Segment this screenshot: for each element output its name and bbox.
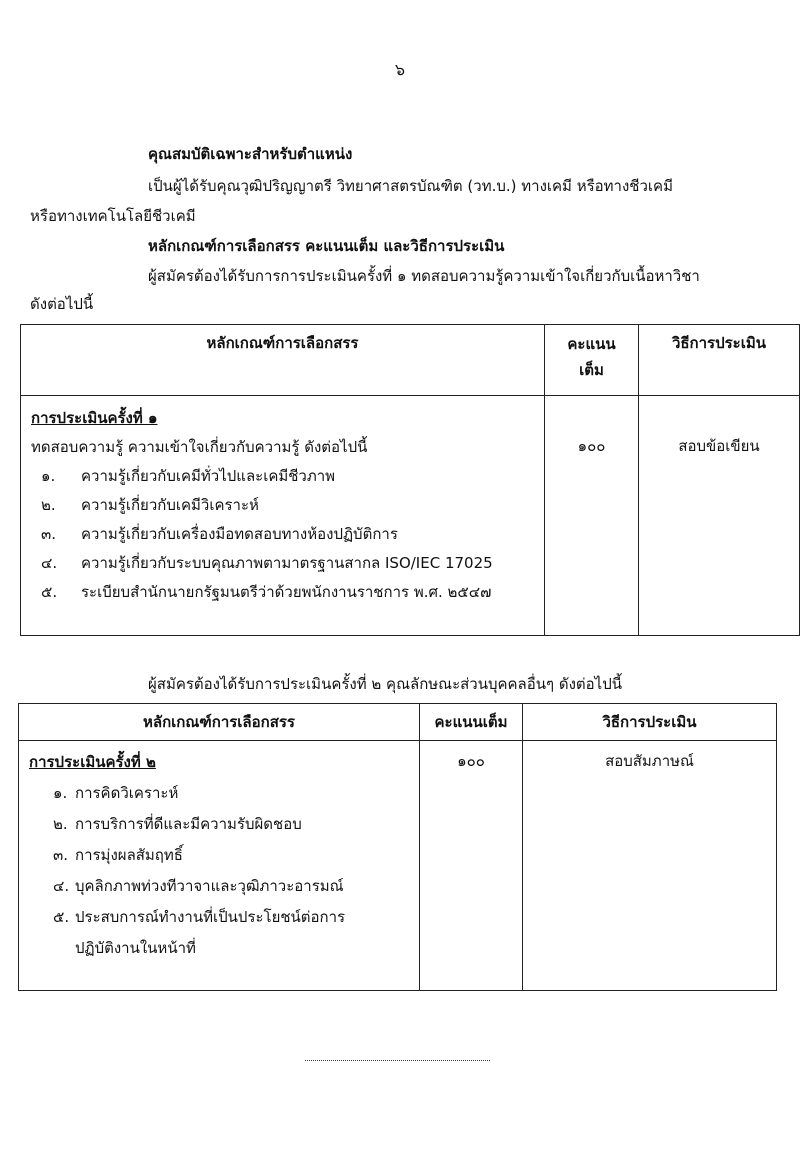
round1-header-score-line-2: เต็ม [579,361,604,379]
round1-method: สอบข้อเขียน [639,396,800,636]
round2-item-4: ๔. บุคลิกภาพท่วงทีวาจาและวุฒิภาวะอารมณ์ [53,877,344,895]
round1-item-1: ๑. ความรู้เกี่ยวกับเคมีทั่วไปและเคมีชีวภาพ [41,467,336,485]
round1-criteria-cell [21,396,545,636]
end-dotted-line [305,1052,490,1061]
round1-header-score-line-1: คะแนน [567,335,616,353]
round2-item-5: ๕. ประสบการณ์ทำงานที่เป็นประโยชน์ต่อการ [53,908,346,926]
round2-item-5-continuation: ปฏิบัติงานในหน้าที่ [75,939,196,957]
round2-score: ๑๐๐ [420,741,523,991]
criteria-heading: หลักเกณฑ์การเลือกสรร คะแนนเต็ม และวิธีการประเมิน [148,237,505,255]
round2-item-1: ๑. การคิดวิเคราะห์ [53,784,179,802]
qualification-heading: คุณสมบัติเฉพาะสำหรับตำแหน่ง [148,145,353,163]
round2-title: การประเมินครั้งที่ ๒ [29,753,156,771]
round1-table [20,324,800,636]
round2-item-3: ๓. การมุ่งผลสัมฤทธิ์ [53,846,183,864]
round2-intro: ผู้สมัครต้องได้รับการประเมินครั้งที่ ๒ คุณลักษณะส่วนบุคคลอื่นๆ ดังต่อไปนี้ [148,675,622,693]
qualification-line-1: เป็นผู้ได้รับคุณวุฒิปริญญาตรี วิทยาศาสตรบัณฑิต (วท.บ.) ทางเคมี หรือทางชีวเคมี [148,177,673,195]
round1-subtitle: ทดสอบความรู้ ความเข้าใจเกี่ยวกับความรู้ ดังต่อไปนี้ [31,438,368,456]
round1-item-5: ๕. ระเบียบสำนักนายกรัฐมนตรีว่าด้วยพนักงานราชการ พ.ศ. ๒๕๔๗ [41,583,492,601]
round2-table [18,703,777,991]
round2-header-criteria: หลักเกณฑ์การเลือกสรร [19,704,420,741]
round1-score: ๑๐๐ [545,396,639,636]
criteria-intro-line-1: ผู้สมัครต้องได้รับการการประเมินครั้งที่ ๑ ทดสอบความรู้ความเข้าใจเกี่ยวกับเนื้อหาวิชา [148,267,700,285]
qualification-line-2: หรือทางเทคโนโลยีชีวเคมี [30,207,196,225]
round1-header-method: วิธีการประเมิน [639,325,800,396]
round1-title: การประเมินครั้งที่ ๑ [31,409,158,427]
round2-item-2: ๒. การบริการที่ดีและมีความรับผิดชอบ [53,815,302,833]
round1-item-3: ๓. ความรู้เกี่ยวกับเครื่องมือทดสอบทางห้องปฏิบัติการ [41,525,398,543]
round2-header-method: วิธีการประเมิน [523,704,777,741]
round1-item-2: ๒. ความรู้เกี่ยวกับเคมีวิเคราะห์ [41,496,259,514]
round1-header-criteria: หลักเกณฑ์การเลือกสรร [21,325,545,396]
round1-header-score [545,325,639,396]
round1-item-4: ๔. ความรู้เกี่ยวกับระบบคุณภาพตามาตรฐานสากล ISO/IEC 17025 [41,554,493,572]
page-number: ๖ [394,60,406,79]
round2-method: สอบสัมภาษณ์ [523,741,777,991]
criteria-intro-line-2: ดังต่อไปนี้ [30,295,94,313]
round2-criteria-cell [19,741,420,991]
round2-header-score: คะแนนเต็ม [420,704,523,741]
